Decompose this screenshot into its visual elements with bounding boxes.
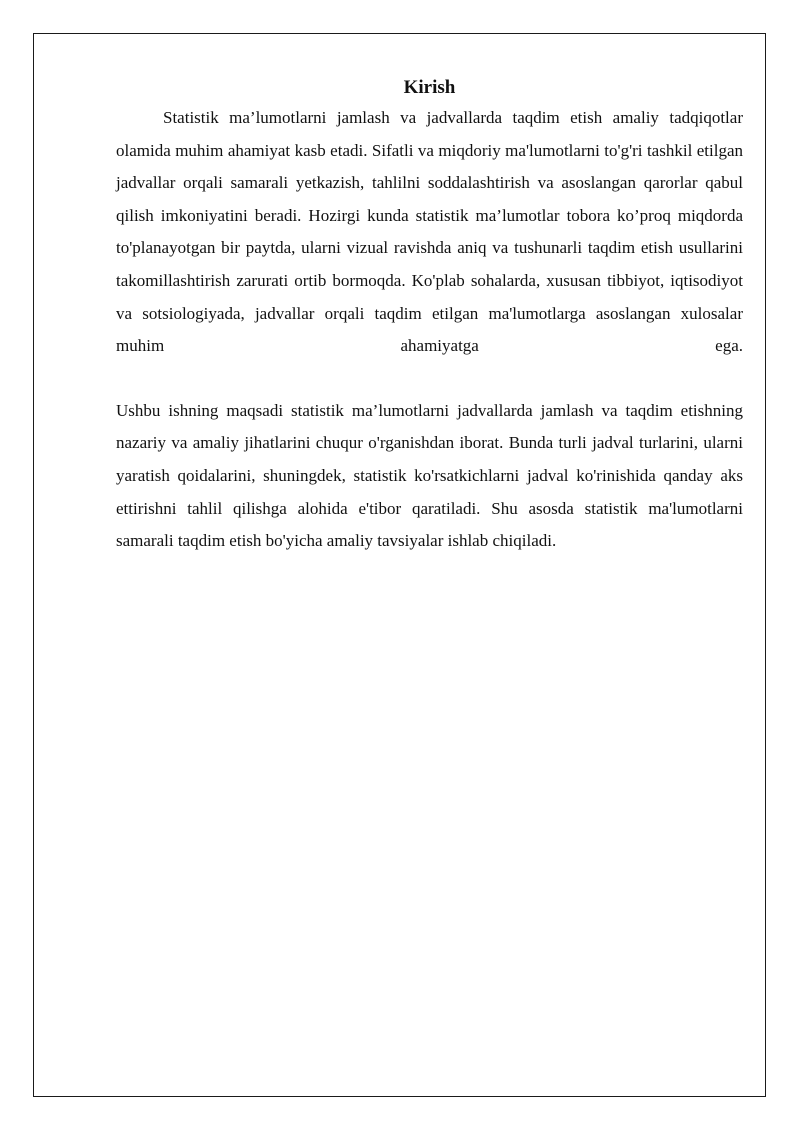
document-title: Kirish bbox=[403, 77, 456, 98]
paragraph-introduction: Statistik ma’lumotlarni jamlash va jadvallarda taqdim etish amaliy tadqiqotlar olamida muhim ahamiyat kasb etadi. Sifatli va miqdoriy ma'lumotlarni to'g'ri tashkil etilgan jadvallar orqali samarali yetkazish, tahlilni soddalashtirish va asoslangan qarorlar qabul qilish imkoniyatini beradi. Hozirgi kunda statistik ma’lumotlar tobora ko’proq miqdorda to'planayotgan bir paytda, ularni vizual ravishda aniq va tushunarli taqdim etish usullarini takomillashtirish zarurati ortib bormoqda. Ko'plab sohalarda, xususan tibbiyot, iqtisodiyot va sotsiologiyada, jadvallar orqali taqdim etilgan ma'lumotlarga asoslangan xulosalar muhim ahamiyatga ega. bbox=[116, 108, 743, 356]
document-body bbox=[116, 74, 743, 558]
paragraph-aim: Ushbu ishning maqsadi statistik ma’lumotlarni jadvallarda jamlash va taqdim etishning nazariy va amaliy jihatlarini chuqur o'rganishdan iborat. Bunda turli jadval turlarini, ularni yaratish qoidalarini, shuningdek, statistik ko'rsatkichlarni jadval ko'rinishida qanday aks ettirishni tahlil qilishga alohida e'tibor qaratiladi. Shu asosda statistik ma'lumotlarni samarali taqdim etish bo'yicha amaliy tavsiyalar ishlab chiqiladi. bbox=[116, 400, 743, 551]
